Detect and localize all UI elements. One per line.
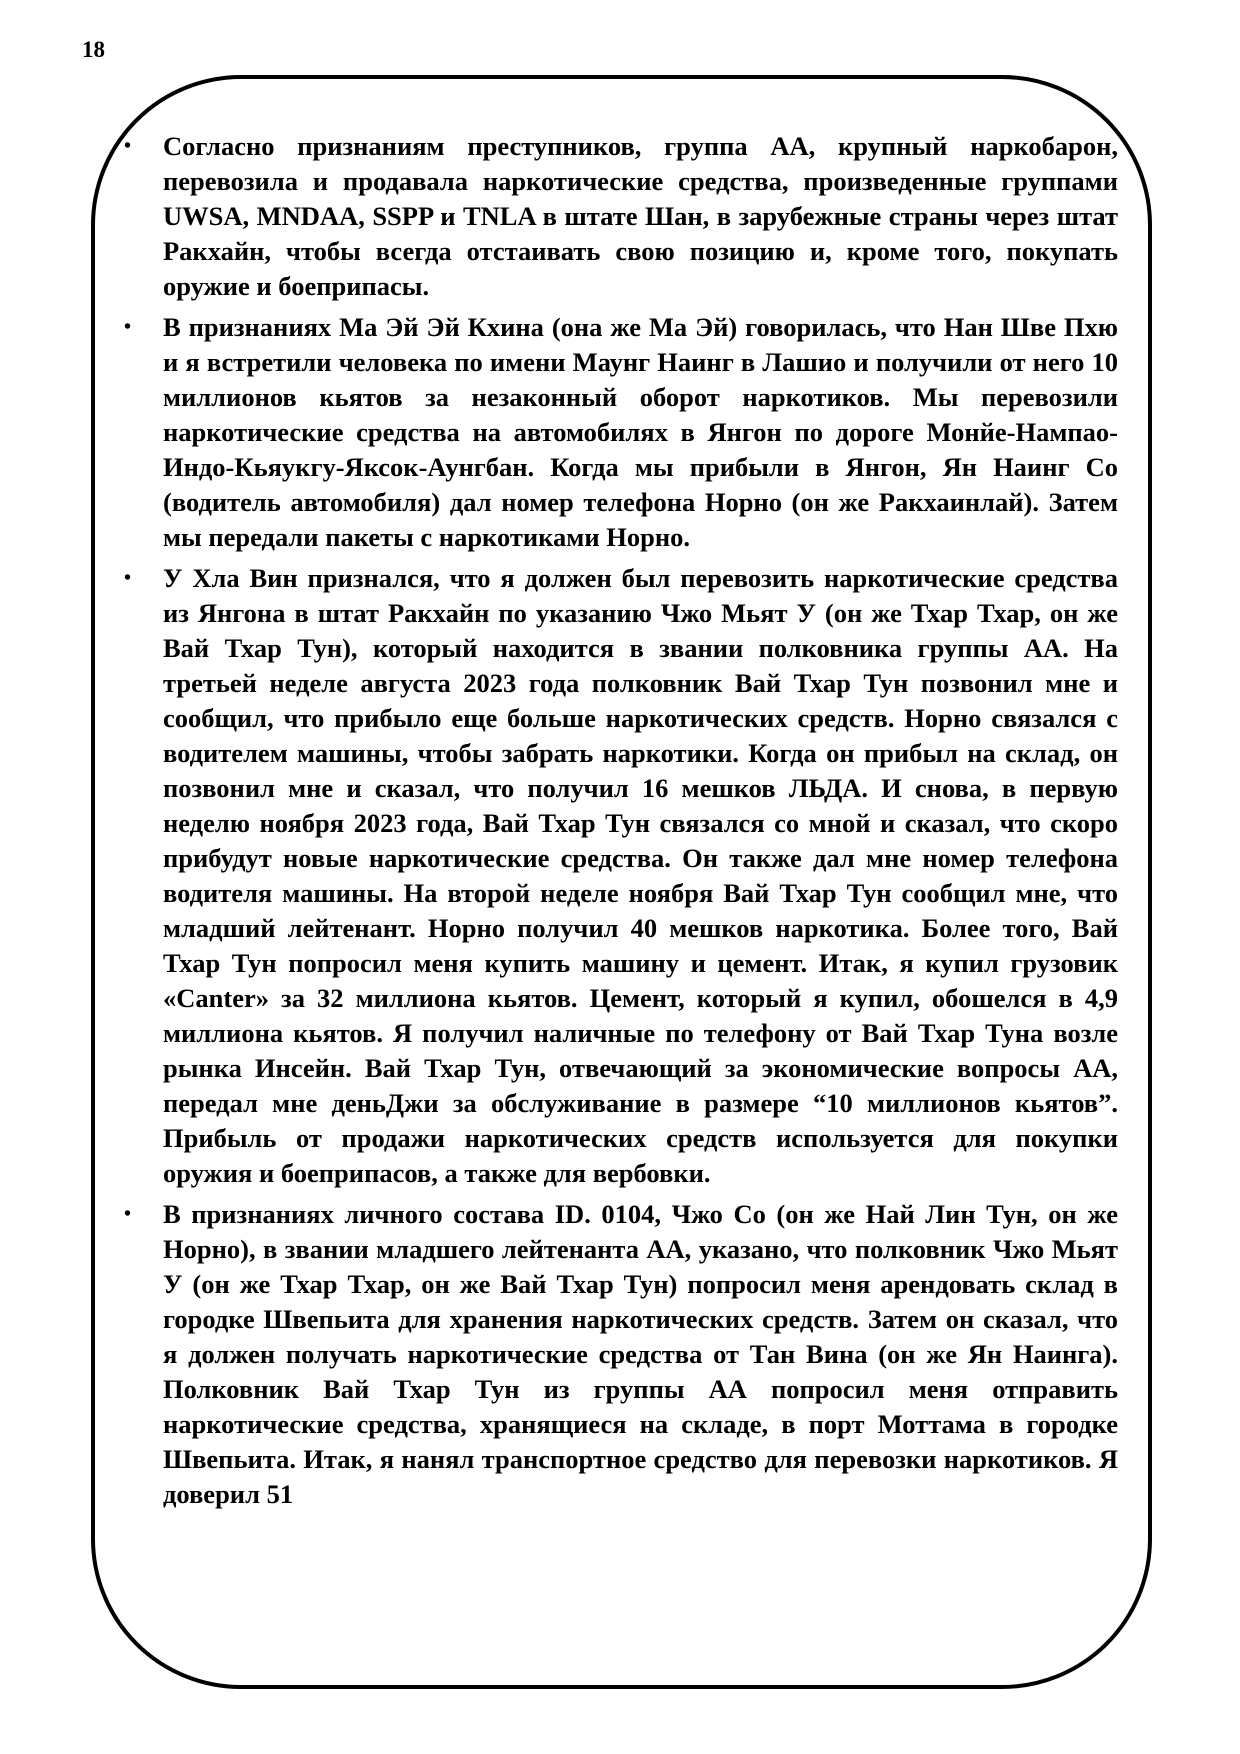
bullet-icon: • [124,1203,132,1225]
bullet-list [118,129,1118,1518]
list-item [118,561,1118,1191]
bullet-icon: • [124,316,132,338]
bullet-icon: • [124,567,132,589]
list-item [118,1197,1118,1512]
paragraph-text: В признаниях личного состава ID. 0104, Чжо Со (он же Най Лин Тун, он же Норно), в звании младшего лейтенанта АА, указано, что полковник Чжо Мьят У (он же Тхар Тхар, он же Вай Тхар Тун) попросил меня арендовать склад в городке Швепьита для хранения наркотических средств. Затем он сказал, что я должен получать наркотические средства от Тан Вина (он же Ян Наинга). Полковник Вай Тхар Тун из группы АА попросил меня отправить наркотические средства, хранящиеся на складе, в порт Моттама в городке Швепьита. Итак, я нанял транспортное средство для перевозки наркотиков. Я доверил 51 [163,1199,1118,1509]
list-item [118,310,1118,555]
paragraph-text: У Хла Вин признался, что я должен был перевозить наркотические средства из Янгона в штат Ракхайн по указанию Чжо Мьят У (он же Тхар Тхар, он же Вай Тхар Тун), который находится в звании полковника группы АА. На третьей неделе августа 2023 года полковник Вай Тхар Тун позвонил мне и сообщил, что прибыло еще больше наркотических средств. Норно связался с водителем машины, чтобы забрать наркотики. Когда он прибыл на склад, он позвонил мне и сказал, что получил 16 мешков ЛЬДА. И снова, в первую неделю ноября 2023 года, Вай Тхар Тун связался со мной и сказал, что скоро прибудут новые наркотические средства. Он также дал мне номер телефона водителя машины. На второй неделе ноября Вай Тхар Тун сообщил мне, что младший лейтенант. Норно получил 40 мешков наркотика. Более того, Вай Тхар Тун попросил меня купить машину и цемент. Итак, я купил грузовик «Canter» за 32 миллиона кьятов. Цемент, который я купил, обошелся в 4,9 миллиона кьятов. Я получил наличные по телефону от Вай Тхар Туна возле рынка Инсейн. Вай Тхар Тун, отвечающий за экономические вопросы АА, передал мне деньДжи за обслуживание в размере “10 миллионов кьятов”. Прибыль от продажи наркотических средств используется для покупки оружия и боеприпасов, а также для вербовки. [163,563,1118,1188]
bullet-icon: • [124,135,132,157]
paragraph-text: Согласно признаниям преступников, группа АА, крупный наркобарон, перевозила и продавала наркотические средства, произведенные группами UWSA, MNDAA, SSPP и TNLA в штате Шан, в зарубежные страны через штат Ракхайн, чтобы всегда отстаивать свою позицию и, кроме того, покупать оружие и боеприпасы. [163,131,1118,301]
list-item [118,129,1118,304]
paragraph-text: В признаниях Ма Эй Эй Кхина (она же Ма Эй) говорилась, что Нан Шве Пхю и я встретили человека по имени Маунг Наинг в Лашио и получили от него 10 миллионов кьятов за незаконный оборот наркотиков. Мы перевозили наркотические средства на автомобилях в Янгон по дороге Монйе-Нампао-Индо-Кьяукгу-Яксок-Аунгбан. Когда мы прибыли в Янгон, Ян Наинг Со (водитель автомобиля) дал номер телефона Норно (он же Ракхаинлай). Затем мы передали пакеты с наркотиками Норно. [163,312,1118,552]
page-number: 18 [82,37,105,62]
